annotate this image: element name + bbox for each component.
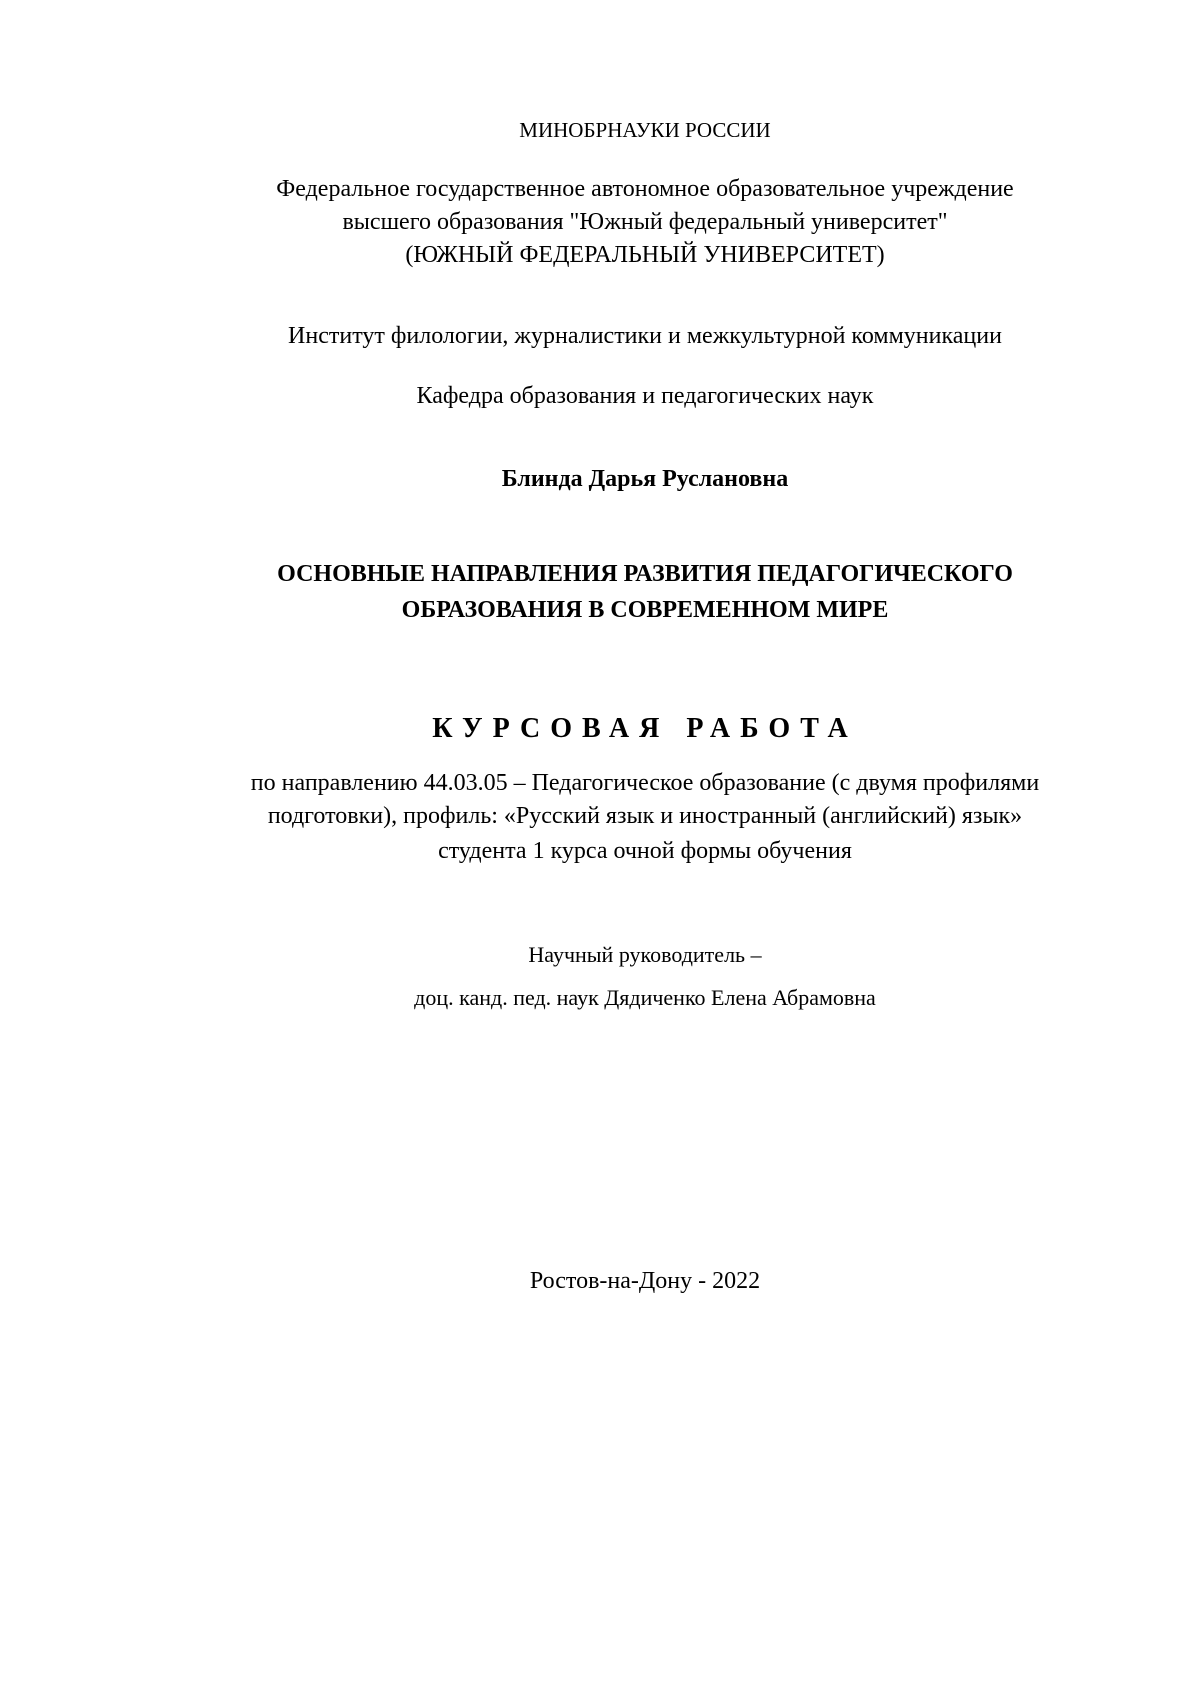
supervisor-label: Научный руководитель –: [528, 942, 762, 967]
city-year: Ростов-на-Дону - 2022: [529, 1268, 761, 1294]
work-type: КУРСОВАЯ РАБОТА: [432, 713, 858, 744]
institution-line-2: высшего образования "Южный федеральный университет": [342, 209, 948, 235]
ministry-name: МИНОБРНАУКИ РОССИИ: [519, 118, 771, 142]
author-name: Блинда Дарья Руслановна: [501, 466, 789, 492]
supervisor-name: доц. канд. пед. наук Дядиченко Елена Абрамовна: [414, 985, 876, 1010]
work-title-line-2: ОБРАЗОВАНИЯ В СОВРЕМЕННОМ МИРЕ: [401, 597, 889, 623]
direction-line-2: подготовки), профиль: «Русский язык и иностранный (английский) язык»: [267, 803, 1023, 829]
institution-line-1: Федеральное государственное автономное образовательное учреждение: [276, 176, 1014, 202]
department-name: Кафедра образования и педагогических наук: [416, 383, 874, 409]
work-title-line-1: ОСНОВНЫЕ НАПРАВЛЕНИЯ РАЗВИТИЯ ПЕДАГОГИЧЕСКОГО: [277, 561, 1013, 587]
institution-line-3: (ЮЖНЫЙ ФЕДЕРАЛЬНЫЙ УНИВЕРСИТЕТ): [405, 242, 885, 268]
institute-name: Институт филологии, журналистики и межкультурной коммуникации: [288, 323, 1002, 349]
direction-line-1: по направлению 44.03.05 – Педагогическое образование (с двумя профилями: [250, 770, 1040, 796]
direction-line-3: студента 1 курса очной формы обучения: [438, 838, 852, 864]
